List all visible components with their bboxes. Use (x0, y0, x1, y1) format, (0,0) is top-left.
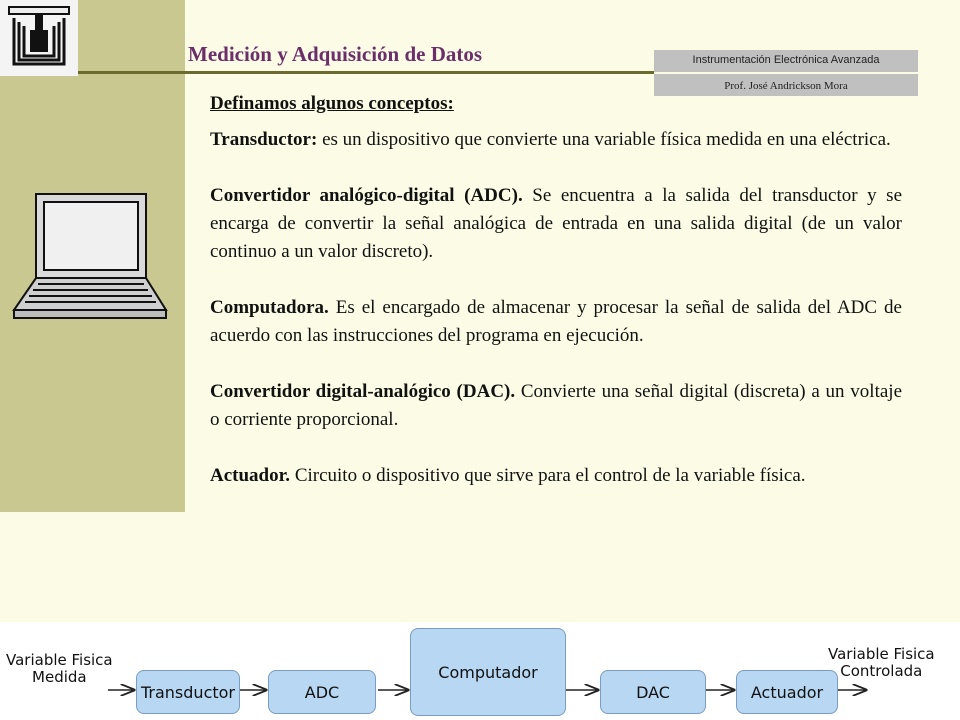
term-label: Transductor: (210, 129, 318, 150)
professor-name: Prof. José Andrickson Mora (724, 80, 848, 92)
definition-text: es un dispositivo que convierte una variable física medida en una eléctrica. (317, 129, 891, 150)
laptop-icon (8, 188, 170, 329)
input-label-line: Variable Fisica (6, 651, 113, 669)
title-rule (78, 71, 660, 74)
output-label-line: Variable Fisica (828, 645, 935, 663)
section-heading: Definamos algunos conceptos: (210, 93, 454, 114)
block-dac: DAC (600, 670, 706, 714)
term-label: Computadora. (210, 297, 329, 318)
concepts-content (210, 90, 902, 518)
block-computador: Computador (410, 628, 566, 716)
term-label: Convertidor analógico-digital (ADC). (210, 185, 523, 206)
input-label-line: Medida (32, 668, 87, 686)
block-transductor: Transductor (136, 670, 240, 714)
block-actuador: Actuador (736, 670, 838, 714)
definition-computadora (210, 294, 902, 350)
output-variable-label (828, 646, 935, 680)
block-adc: ADC (268, 670, 376, 714)
input-variable-label (6, 652, 113, 686)
page-title: Medición y Adquisición de Datos (188, 42, 483, 66)
definition-text: Convierte una señal digital (discreta) a un voltaje o corriente proporcional. (210, 381, 902, 430)
term-label: Actuador. (210, 465, 291, 486)
definition-text: Es el encargado de almacenar y procesar la señal de salida del ADC de acuerdo con las instrucciones del programa en ejecución. (210, 297, 902, 346)
definition-adc (210, 182, 902, 266)
definition-actuador (210, 462, 902, 490)
block-diagram (0, 622, 960, 720)
definition-transductor (210, 126, 902, 154)
term-label: Convertidor digital-analógico (DAC). (210, 381, 516, 402)
institute-logo-icon (0, 0, 78, 76)
course-name: Instrumentación Electrónica Avanzada (692, 54, 880, 66)
course-divider (654, 72, 918, 74)
definition-dac (210, 378, 902, 434)
output-label-line: Controlada (840, 662, 923, 680)
definition-text: Circuito o dispositivo que sirve para el control de la variable física. (290, 465, 806, 486)
definition-text: Se encuentra a la salida del transductor y se encarga de convertir la señal analógica de entrada en una salida digital (de un valor continuo a un valor discreto). (210, 185, 903, 262)
